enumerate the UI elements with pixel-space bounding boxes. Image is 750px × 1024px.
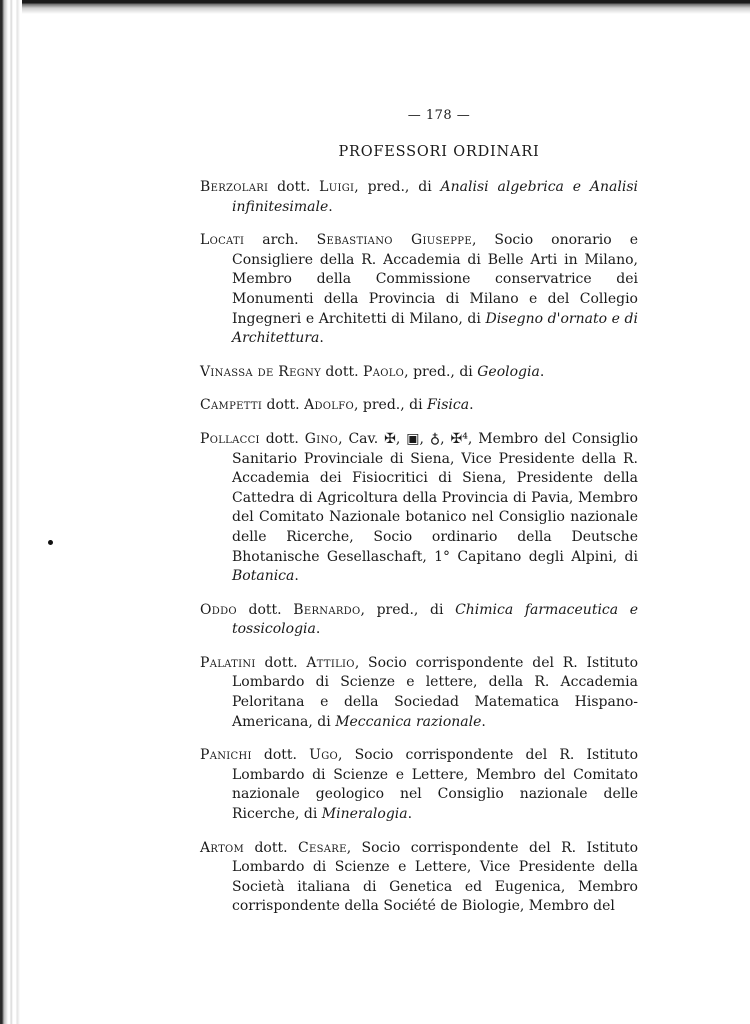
professor-title: dott. (320, 363, 363, 380)
page-number: — 178 — (407, 108, 471, 123)
scan-speck (48, 540, 53, 545)
entry-end: . (407, 806, 413, 823)
professor-surname: Oddo (200, 601, 237, 618)
professor-first-name: Gino (304, 430, 339, 447)
professor-surname: Berzolari (200, 179, 269, 195)
professor-description: , Socio corrispondente del R. Istituto Lombardo di Scienze e Lettere, Vice Presidente della Società italiana di Genetica ed Eugenica, Membro corrispondente della Société de Biologie, Membro del (232, 839, 638, 915)
professor-subject: Chimica farmaceutica e tossicologia (232, 601, 639, 638)
professor-surname: Campetti (200, 397, 263, 414)
professor-description: , Cav. ✠, ▣, ♁, ✠⁴, Membro del Consiglio Sanitario Provinciale di Siena, Vice Presidente della R. Accademia dei Fisiocritici di Siena, Presidente della Cattedra di Agricoltura della Provincia di Pavia, Membro del Comitato Nazionale botanico nel Consiglio nazionale delle Ricerche, Socio ordinario della Deutsche Bhotanische Gesellaschaft, 1° Capitano degli Alpini, di (232, 430, 638, 565)
entry-end: . (294, 568, 299, 585)
professor-subject: Analisi algebrica e Analisi infinitesimale (232, 179, 638, 215)
professor-entry (200, 839, 638, 917)
professor-title: arch. (244, 232, 317, 249)
entry-end: . (469, 397, 474, 414)
professor-title: dott. (255, 654, 307, 671)
professor-title: dott. (236, 601, 294, 618)
professor-first-name: Sebastiano Giuseppe (316, 232, 472, 249)
entry-end: . (319, 330, 324, 347)
entries-list (200, 178, 638, 917)
professor-description: , pred., di (360, 601, 456, 618)
professor-subject: Meccanica razionale (335, 713, 482, 730)
professor-description: , Socio corrispondente del R. Istituto Lombardo di Scienze e Lettere, Membro del Comitato nazionale geologico nel Consiglio nazionale delle Ricerche, di (232, 747, 638, 823)
professor-first-name: Ugo (309, 747, 339, 764)
professor-description: , Socio onorario e Consigliere della R. Accademia di Belle Arti in Milano, Membro della Commissione conservatrice dei Monumenti della Provincia di Milano e del Collegio Ingegneri e Architetti di Milano, di (232, 232, 638, 327)
scan-border-top (0, 0, 750, 14)
professor-subject: Mineralogia (321, 806, 408, 823)
professor-first-name: Cesare (297, 839, 347, 856)
entry-end: . (315, 621, 321, 638)
professor-first-name: Attilio (306, 654, 355, 671)
professor-title: dott. (262, 397, 305, 414)
professor-entry (200, 178, 638, 217)
professor-title: dott. (268, 179, 320, 195)
professor-description: , pred., di (404, 363, 478, 380)
section-heading: PROFESSORI ORDINARI (338, 144, 540, 160)
professor-title: dott. (244, 839, 298, 856)
professor-title: dott. (251, 747, 310, 764)
professor-entry (200, 601, 638, 640)
professor-surname: Locati (200, 232, 245, 249)
professor-subject: Disegno d'ornato e di Architettura (232, 310, 638, 347)
professor-entry (200, 363, 638, 383)
professor-entry (200, 746, 638, 824)
professor-first-name: Luigi (319, 179, 355, 195)
professor-entry (200, 396, 638, 416)
professor-subject: Botanica (232, 568, 295, 585)
professor-subject: Geologia (477, 363, 540, 380)
professor-surname: Vinassa de Regny (200, 363, 321, 380)
entry-end: . (539, 363, 545, 380)
professor-surname: Pollacci (200, 430, 260, 447)
professor-description: , pred., di (354, 179, 441, 195)
professor-surname: Palatini (200, 654, 256, 671)
scan-border-left (0, 0, 22, 1024)
professor-surname: Artom (200, 839, 245, 856)
professor-description: , pred., di (353, 397, 428, 414)
professor-entry (200, 654, 638, 732)
professor-first-name: Paolo (362, 363, 405, 380)
page-content (200, 108, 638, 929)
professor-entry (200, 231, 638, 349)
professor-description: , Socio corrispondente del R. Istituto Lombardo di Scienze e lettere, della R. Accademia Peloritana e della Sociedad Matematica Hispano-Americana, di (232, 654, 638, 730)
entry-end: . (481, 713, 486, 730)
professor-first-name: Adolfo (304, 397, 354, 414)
professor-title: dott. (259, 430, 305, 447)
professor-entry (200, 430, 638, 587)
entry-end: . (328, 198, 333, 215)
professor-surname: Panichi (200, 747, 252, 764)
professor-first-name: Bernardo (293, 601, 361, 618)
professor-subject: Fisica (427, 397, 470, 414)
